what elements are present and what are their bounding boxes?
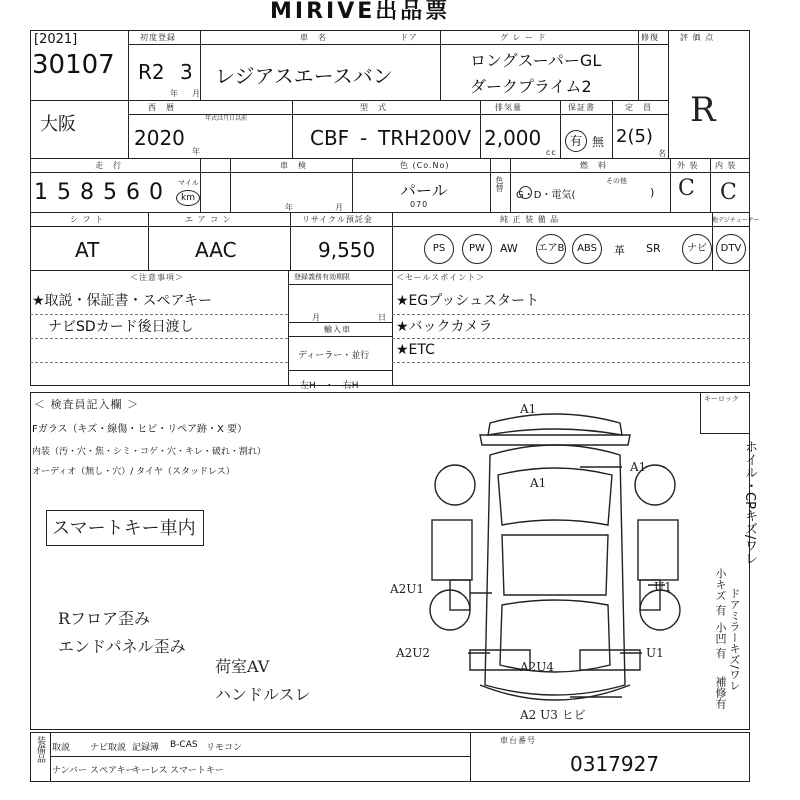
grade-line2: ダークプライム2 [470, 77, 592, 96]
mark-u1-rear: U1 [646, 646, 664, 660]
first-reg-label: 初度登録 [140, 33, 176, 42]
aircon: AAC [195, 238, 237, 262]
mileage-digit: 5 [103, 180, 117, 205]
vehicle-damage-diagram [390, 395, 700, 725]
score-label: 評 価 点 [680, 33, 715, 42]
mileage-digit: 0 [149, 180, 163, 205]
mark-a2u1-left: A2U1 [390, 582, 425, 596]
remark-2: エンドパネル歪み [58, 637, 186, 656]
interior-grade: C [720, 180, 737, 205]
right-note-sub2: 小凹 有 [714, 622, 727, 659]
footer-item: 取説 [52, 743, 71, 753]
mileage-unit-km: km [176, 190, 200, 206]
grade-label: グ レ ー ド [500, 33, 547, 42]
equipment-item: エアB [536, 234, 566, 264]
warranty-no: 無 [592, 135, 605, 149]
footer-item: ナビ取説 [90, 743, 127, 753]
mileage-digit: 1 [34, 180, 48, 205]
remark-3: 荷室AV [215, 657, 270, 676]
first-reg-era: R2 [138, 60, 165, 84]
capacity: 2(5) [616, 126, 653, 147]
footer-item: スペアキー [90, 766, 135, 776]
repair-label: 修復 [641, 33, 659, 42]
right-note-sub1: 小キズ 有 [714, 568, 727, 616]
mileage-digit: 8 [80, 180, 94, 205]
fuel-options: G・D・電気( [516, 190, 576, 201]
model-dash: - [360, 126, 368, 150]
form-title: MIRIVE出品票 [270, 0, 451, 24]
mark-u1-right: U1 [654, 580, 672, 594]
right-note-sub4: 補修有 [714, 676, 727, 709]
western-year: 2020 [134, 126, 185, 150]
equipment-item: SR [646, 242, 661, 255]
mark-a1-top: A1 [520, 402, 537, 416]
mark-a2u2-left: A2U2 [396, 646, 431, 660]
mark-a1-roof: A1 [530, 476, 547, 490]
audio-line: オーディオ（無し・穴）/ タイヤ（スタッドレス） [32, 467, 235, 477]
model-code: TRH200V [378, 126, 472, 150]
mark-a1-right: A1 [630, 460, 647, 474]
equipment-item: DTV [716, 234, 746, 264]
score-value: R [690, 90, 716, 130]
glass-line: Fガラス（キズ・線傷・ヒビ・リペア跡・X 要） [32, 424, 248, 435]
equipment-item: PW [462, 234, 492, 264]
equipment-item: ABS [572, 234, 602, 264]
color-code: 070 [410, 200, 429, 209]
mileage-digit: 6 [126, 180, 140, 205]
right-note-main: ホイル・CPキズ/ワレ [742, 440, 757, 566]
remark-4: ハンドルスレ [215, 685, 311, 704]
remark-1: Rフロア歪み [58, 609, 151, 628]
venue: 大阪 [40, 114, 76, 135]
recycle-deposit: 9,550 [318, 238, 376, 262]
footer-item: 記録簿 [132, 743, 160, 753]
door-label: ドア [400, 33, 418, 42]
handwritten-smartkey: スマートキー車内 [52, 518, 196, 539]
footer-item: キーレス [132, 766, 168, 776]
equipment-item: AW [500, 242, 518, 255]
note-line-1: ★取説・保証書・スペアキー [32, 293, 212, 309]
model-prefix: CBF [310, 126, 350, 150]
lot-number: 30107 [32, 50, 115, 80]
sales-point-1: ★EGプッシュスタート [396, 293, 539, 309]
equipment-item: PS [424, 234, 454, 264]
interior-line: 内装（汚・穴・焦・シミ・コゲ・穴・キレ・破れ・割れ） [32, 447, 266, 457]
mileage-digit: 5 [57, 180, 71, 205]
sales-point-2: ★バックカメラ [396, 319, 493, 335]
car-name-label: 車 名 [300, 33, 327, 42]
warranty-yes: 有 [565, 130, 587, 152]
footer-item: リモコン [206, 743, 243, 753]
first-reg-month: 3 [180, 60, 193, 84]
sales-point-3: ★ETC [396, 342, 435, 358]
equipment-item: 革 [614, 244, 625, 257]
shift: AT [75, 238, 100, 262]
mark-a2u3: A2 U3 ヒビ [520, 708, 586, 722]
note-line-2: ナビSDカード後日渡し [48, 319, 194, 335]
exterior-grade: C [678, 176, 695, 201]
chassis-number: 0317927 [570, 752, 660, 776]
footer-item: B-CAS [170, 740, 198, 750]
equipment-item: ナビ [682, 234, 712, 264]
displacement: 2,000 [484, 126, 542, 150]
lot-year: [2021] [34, 32, 78, 47]
grade-line1: ロングスーパーGL [470, 51, 602, 70]
mark-a2u4: A2U4 [520, 660, 555, 674]
footer-item: ナンバー [52, 766, 87, 776]
car-name: レジアスエースバン [215, 64, 393, 88]
right-note-sub3: ドアミラーキズ/ワレ [728, 588, 741, 691]
color-name: パール [400, 181, 448, 200]
footer-item: スマートキー [170, 766, 224, 776]
